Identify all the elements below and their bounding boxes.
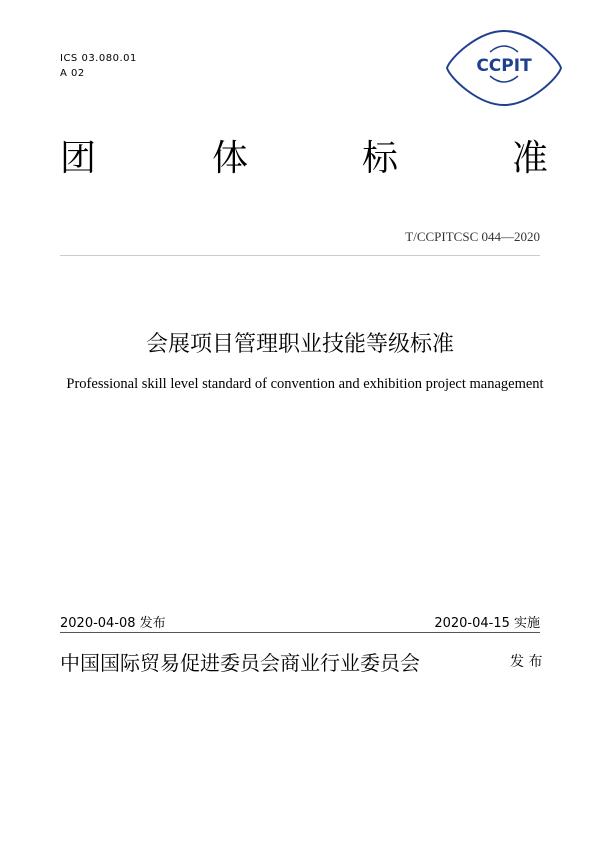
publish-date: 2020-04-08 发布	[60, 616, 166, 631]
implement-date: 2020-04-15 实施	[434, 616, 540, 631]
title-char: 准	[512, 138, 549, 179]
divider	[60, 632, 540, 633]
title-english: Professional skill level standard of convention and exhibition project management	[66, 376, 544, 392]
ccs-code: A 02	[60, 68, 85, 79]
publisher-suffix: 发 布	[510, 654, 543, 670]
svg-text:CCPIT: CCPIT	[476, 56, 532, 76]
ccpit-logo	[445, 28, 563, 108]
ics-code: ICS 03.080.01	[60, 53, 137, 64]
title-chinese: 会展项目管理职业技能等级标准	[145, 332, 454, 357]
publisher: 中国国际贸易促进委员会商业行业委员会	[60, 651, 420, 675]
title-char: 团	[60, 138, 97, 179]
standard-number: T/CCPITCSC 044—2020	[405, 229, 540, 244]
title-char: 体	[212, 138, 249, 179]
title-char: 标	[362, 138, 399, 179]
divider	[60, 255, 540, 256]
